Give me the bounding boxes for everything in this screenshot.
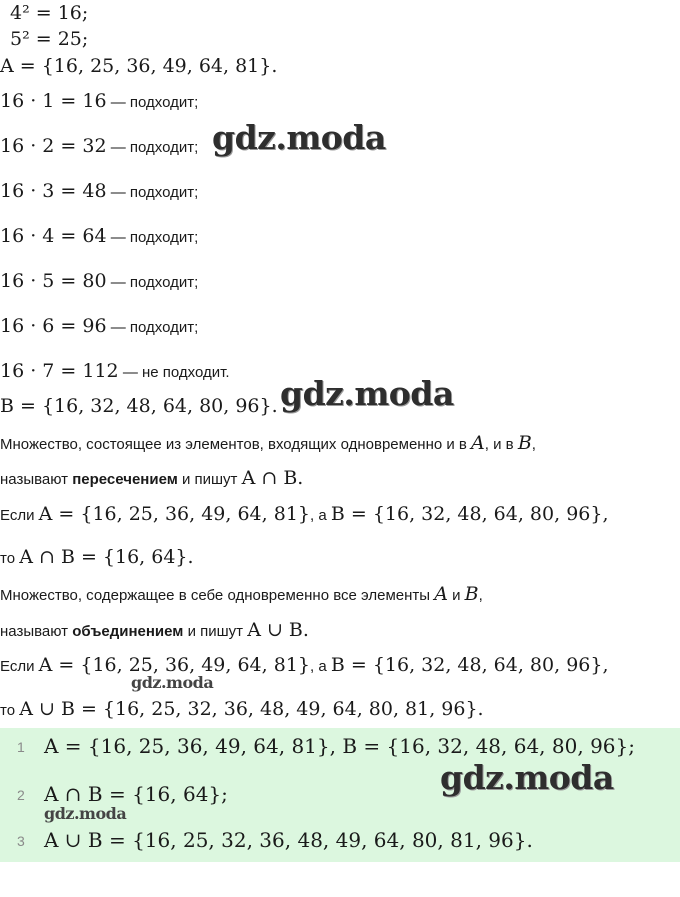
set-b-definition: B = {16, 32, 48, 64, 80, 96}. [0, 395, 278, 417]
answer-number: 1 [17, 739, 25, 755]
equation-4-squared: 4² = 16; [10, 2, 89, 24]
intersection-definition: Множество, состоящее из элементов, входящих одновременно и в A, и в B, [0, 432, 536, 454]
answer-text: A = {16, 25, 36, 49, 64, 81}, B = {16, 32, 48, 64, 80, 96}; [44, 734, 635, 758]
multiplication-line: 16 · 1 = 16 — подходит; [0, 90, 199, 112]
answer-text: A ∪ B = {16, 25, 32, 36, 48, 49, 64, 80, 81, 96}. [44, 828, 533, 852]
watermark-logo: gdz.moda [280, 374, 454, 413]
intersection-example-if: Если A = {16, 25, 36, 49, 64, 81}, а B = {16, 32, 48, 64, 80, 96}, [0, 503, 609, 525]
answer-text: A ∩ B = {16, 64}; [44, 782, 228, 806]
multiplication-line: 16 · 3 = 48 — подходит; [0, 180, 199, 202]
watermark-logo: gdz.moda [131, 673, 214, 692]
multiplication-line: 16 · 6 = 96 — подходит; [0, 315, 199, 337]
multiplication-line: 16 · 5 = 80 — подходит; [0, 270, 199, 292]
answer-number: 2 [17, 787, 25, 803]
watermark-logo: gdz.moda [212, 118, 386, 157]
multiplication-line: 16 · 7 = 112 — не подходит. [0, 360, 230, 382]
union-name: называют объединением и пишут A ∪ B. [0, 619, 309, 641]
watermark-logo: gdz.moda [44, 804, 127, 823]
answer-number: 3 [17, 833, 25, 849]
intersection-name: называют пересечением и пишут A ∩ B. [0, 467, 304, 489]
union-definition: Множество, содержащее в себе одновременно все элементы A и B, [0, 583, 483, 605]
equation-5-squared: 5² = 25; [10, 28, 89, 50]
multiplication-line: 16 · 4 = 64 — подходит; [0, 225, 199, 247]
set-a-definition: A = {16, 25, 36, 49, 64, 81}. [0, 55, 278, 77]
multiplication-line: 16 · 2 = 32 — подходит; [0, 135, 199, 157]
union-example-then: то A ∪ B = {16, 25, 32, 36, 48, 49, 64, 80, 81, 96}. [0, 698, 484, 720]
intersection-example-then: то A ∩ B = {16, 64}. [0, 546, 194, 568]
watermark-logo: gdz.moda [440, 758, 614, 797]
union-example-if: Если A = {16, 25, 36, 49, 64, 81}, а B = {16, 32, 48, 64, 80, 96}, [0, 654, 609, 676]
